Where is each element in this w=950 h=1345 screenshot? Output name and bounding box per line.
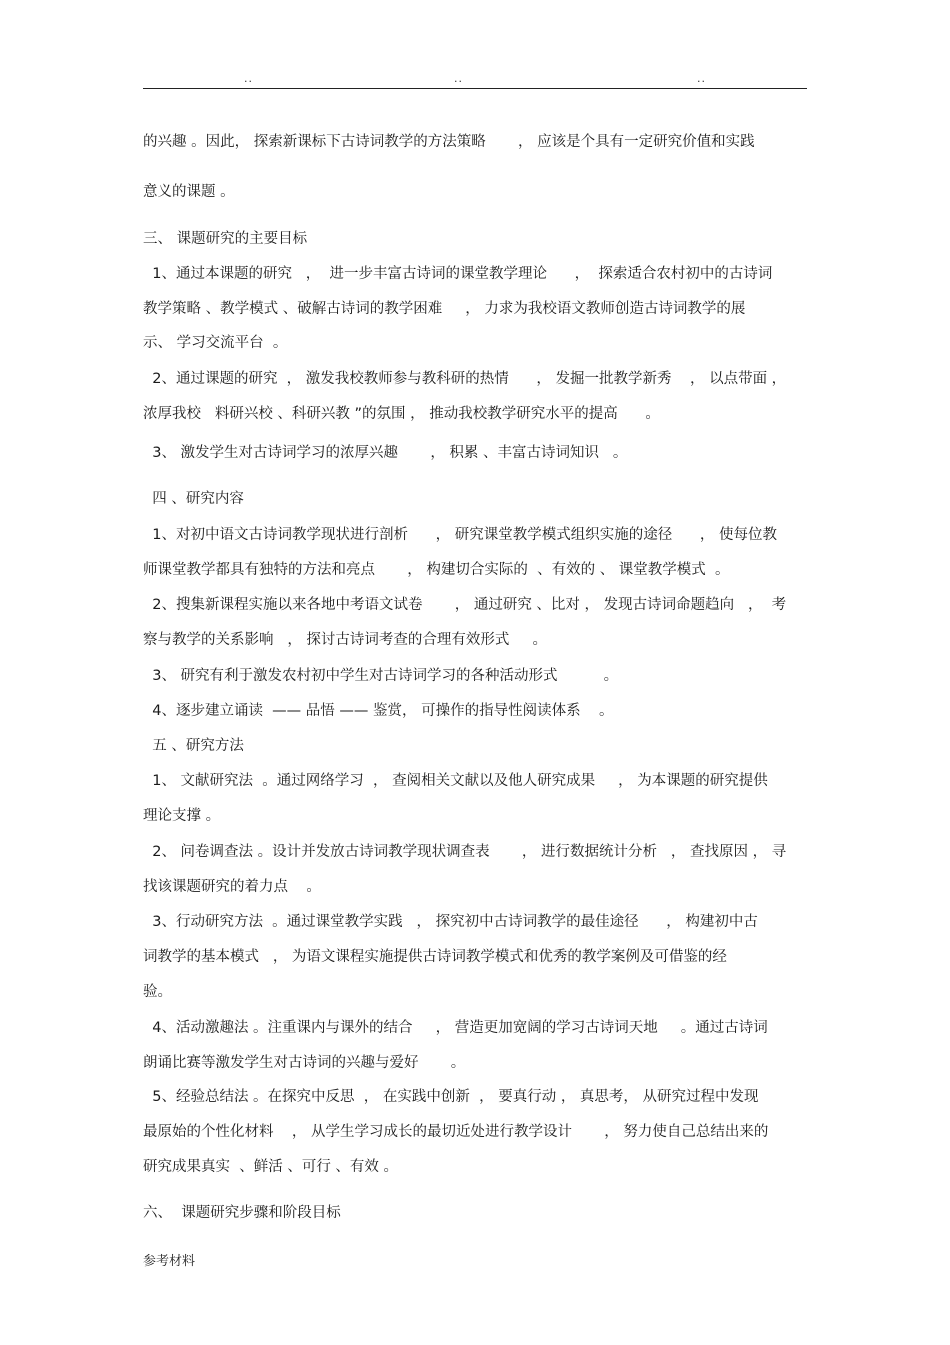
- text-line: 3、 激发学生对古诗词学习的浓厚兴趣 ， 积累 、丰富古诗词知识 。: [143, 445, 628, 461]
- text-line: 1、通过本课题的研究 ， 进一步丰富古诗词的课堂教学理论 ， 探索适合农村初中的古诗词: [143, 266, 773, 282]
- text-line: 验。: [143, 984, 172, 1000]
- text-line: 1、对初中语文古诗词教学现状进行剖析 ， 研究课堂教学模式组织实施的途径 ， 使每位教: [143, 527, 777, 543]
- text-line: 找该课题研究的着力点 。: [143, 879, 321, 895]
- text-line: 词教学的基本模式 ， 为语文课程实施提供古诗词教学模式和优秀的教学案例及可借鉴的经: [143, 949, 727, 965]
- text-line: 4、活动激趣法 。注重课内与课外的结合 ， 营造更加宽阔的学习古诗词天地 。通过古诗词: [143, 1020, 768, 1036]
- section-heading: 六、 课题研究步骤和阶段目标: [143, 1205, 341, 1221]
- text-line: 理论支撑 。: [143, 808, 221, 824]
- header-dots-center: ..: [454, 72, 463, 85]
- section-heading: 四 、研究内容: [143, 491, 244, 507]
- section-heading: 三、 课题研究的主要目标: [143, 231, 308, 247]
- text-line: 示、 学习交流平台 。: [143, 335, 288, 351]
- text-line: 5、经验总结法 。在探究中反思 ， 在实践中创新 ， 要真行动 ， 真思考， 从研究过程中发现: [143, 1089, 759, 1105]
- text-line: 3、 研究有利于激发农村初中学生对古诗词学习的各种活动形式 。: [143, 668, 619, 684]
- footer-note: 参考材料: [143, 1254, 196, 1269]
- text-line: 4、逐步建立诵读 —— 品悟 —— 鉴赏， 可操作的指导性阅读体系 。: [143, 703, 614, 719]
- text-line: 研究成果真实 、鲜活 、可行 、有效 。: [143, 1159, 399, 1175]
- text-line: 2、通过课题的研究 ， 激发我校教师参与教科研的热情 ， 发掘一批教学新秀 ， 以点带面 ，: [143, 371, 787, 387]
- header-dots-right: ..: [697, 72, 706, 85]
- text-line: 3、行动研究方法 。通过课堂教学实践 ， 探究初中古诗词教学的最佳途径 ， 构建初中古: [143, 914, 758, 930]
- text-line: 最原始的个性化材料 ， 从学生学习成长的最切近处进行教学设计 ， 努力使自己总结出来的: [143, 1124, 769, 1140]
- text-line: 师课堂教学都具有独特的方法和亮点 ， 构建切合实际的 、有效的 、 课堂教学模式 。: [143, 562, 730, 578]
- text-line: 浓厚我校 料研兴校 、科研兴教 ”的氛围 ， 推动我校教学研究水平的提高 。: [143, 406, 660, 422]
- text-line: 1、 文献研究法 。通过网络学习 ， 查阅相关文献以及他人研究成果 ， 为本课题的研究提供: [143, 773, 768, 789]
- text-line: 教学策略 、教学模式 、破解古诗词的教学困难 ， 力求为我校语文教师创造古诗词教学的展: [143, 301, 746, 317]
- text-line: 的兴趣 。因此， 探索新课标下古诗词教学的方法策略 ， 应该是个具有一定研究价值和实践: [143, 134, 755, 150]
- section-heading: 五 、研究方法: [143, 738, 244, 754]
- header-dots-left: ..: [244, 72, 253, 85]
- text-line: 朗诵比赛等激发学生对古诗词的兴趣与爱好 。: [143, 1055, 466, 1071]
- text-line: 意义的课题 。: [143, 184, 235, 200]
- text-line: 察与教学的关系影响 ， 探讨古诗词考查的合理有效形式 。: [143, 632, 547, 648]
- text-line: 2、搜集新课程实施以来各地中考语文试卷 ， 通过研究 、比对 ， 发现古诗词命题趋向 ， 考: [143, 597, 787, 613]
- header-rule: [143, 88, 807, 89]
- text-line: 2、 问卷调查法 。设计并发放古诗词教学现状调查表 ， 进行数据统计分析 ， 查找原因 ， 寻: [143, 844, 787, 860]
